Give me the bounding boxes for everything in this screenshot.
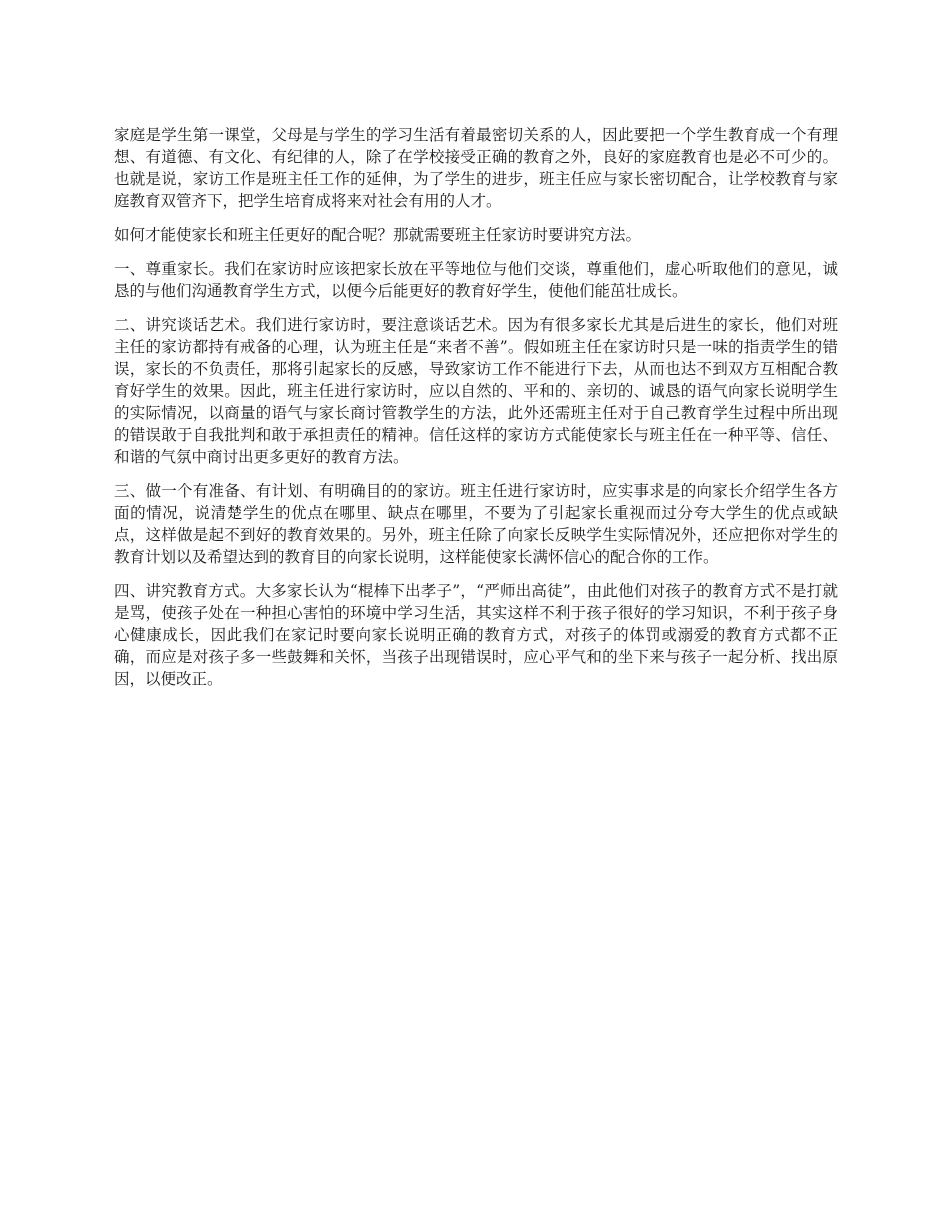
document-body (114, 124, 838, 702)
paragraph-point-1: 一、尊重家长。我们在家访时应该把家长放在平等地位与他们交谈，尊重他们，虚心听取他们的意见，诚恳的与他们沟通教育学生方式，以便今后能更好的教育好学生，使他们能茁壮成长。 (114, 260, 838, 300)
paragraph-point-4: 四、讲究教育方式。大多家长认为“棍棒下出孝子”，“严师出高徒”，由此他们对孩子的教育方式不是打就是骂，使孩子处在一种担心害怕的环境中学习生活，其实这样不利于孩子很好的学习知识，不利于孩子身心健康成长，因此我们在家记时要向家长说明正确的教育方式，对孩子的体罚或溺爱的教育方式都不正确，而应是对孩子多一些鼓舞和关怀，当孩子出现错误时，应心平气和的坐下来与孩子一起分析、找出原因，以便改正。 (114, 582, 838, 688)
paragraph-point-2: 二、讲究谈话艺术。我们进行家访时，要注意谈话艺术。因为有很多家长尤其是后进生的家长，他们对班主任的家访都持有戒备的心理，认为班主任是“来者不善”。假如班主任在家访时只是一味的指责学生的错误，家长的不负责任，那将引起家长的反感，导致家访工作不能进行下去，从而也达不到双方互相配合教育好学生的效果。因此，班主任进行家访时，应以自然的、平和的、亲切的、诚恳的语气向家长说明学生的实际情况，以商量的语气与家长商讨管教学生的方法，此外还需班主任对于自己教育学生过程中所出现的错误敢于自我批判和敢于承担责任的精神。信任这样的家访方式能使家长与班主任在一种平等、信任、和谐的气氛中商讨出更多更好的教育方法。 (114, 316, 838, 466)
paragraph-point-3: 三、做一个有准备、有计划、有明确目的的家访。班主任进行家访时，应实事求是的向家长介绍学生各方面的情况，说清楚学生的优点在哪里、缺点在哪里，不要为了引起家长重视而过分夸大学生的优点或缺点，这样做是起不到好的教育效果的。另外，班主任除了向家长反映学生实际情况外，还应把你对学生的教育计划以及希望达到的教育目的向家长说明，这样能使家长满怀信心的配合你的工作。 (114, 482, 838, 566)
paragraph-question: 如何才能使家长和班主任更好的配合呢？那就需要班主任家访时要讲究方法。 (114, 226, 642, 244)
paragraph-intro: 家庭是学生第一课堂，父母是与学生的学习生活有着最密切关系的人，因此要把一个学生教育成一个有理想、有道德、有文化、有纪律的人，除了在学校接受正确的教育之外，良好的家庭教育也是必不可少的。也就是说，家访工作是班主任工作的延伸，为了学生的进步，班主任应与家长密切配合，让学校教育与家庭教育双管齐下，把学生培育成将来对社会有用的人才。 (114, 126, 838, 210)
